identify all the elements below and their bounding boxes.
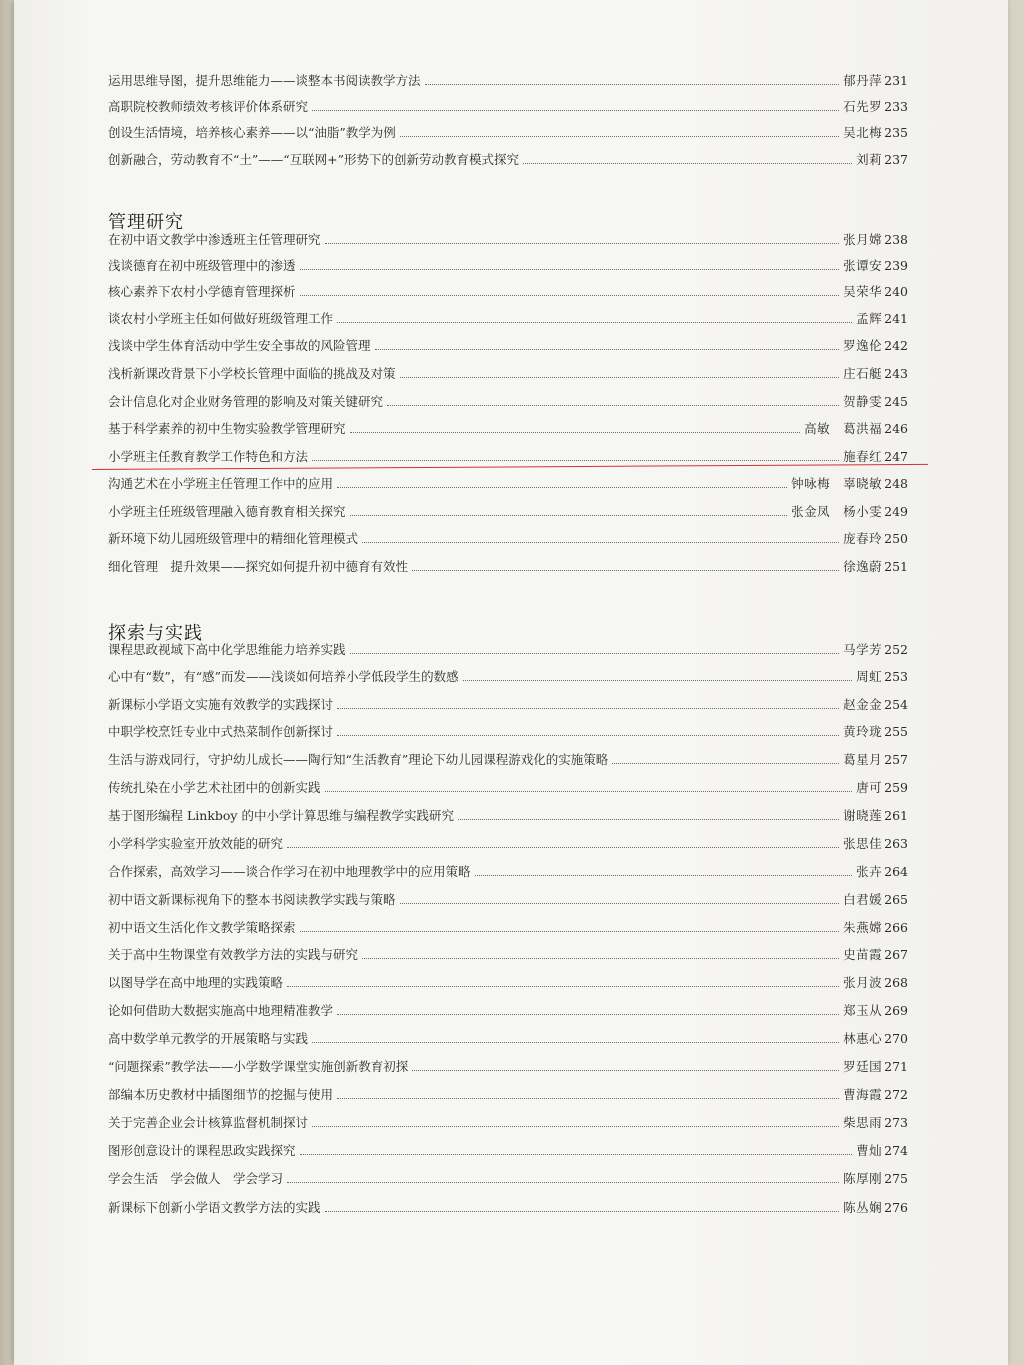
entry-title: 论如何借助大数据实施高中地理精准教学 xyxy=(108,1003,334,1018)
toc-entry[interactable] xyxy=(108,774,908,796)
entry-author: 曹海霞 xyxy=(843,1087,883,1102)
dot-leader xyxy=(523,163,852,164)
entry-author: 孟辉 xyxy=(856,311,883,326)
toc-entry[interactable] xyxy=(108,67,908,89)
entry-title: 课程思政视域下高中化学思维能力培养实践 xyxy=(108,642,346,657)
toc-entry[interactable] xyxy=(108,305,908,327)
entry-page-number: 254 xyxy=(884,697,908,712)
dot-leader xyxy=(312,1042,839,1043)
entry-title: 图形创意设计的课程思政实践探究 xyxy=(108,1143,296,1158)
entry-author: 曹灿 xyxy=(856,1143,883,1158)
dot-leader xyxy=(400,903,840,904)
entry-author: 赵金金 xyxy=(843,697,883,712)
dot-leader xyxy=(337,1014,839,1015)
toc-entry[interactable] xyxy=(108,718,908,740)
entry-title: 中职学校烹饪专业中式热菜制作创新探讨 xyxy=(108,724,334,739)
toc-entry[interactable] xyxy=(108,553,908,575)
entry-title: 谈农村小学班主任如何做好班级管理工作 xyxy=(108,311,334,326)
dot-leader xyxy=(337,487,787,488)
entry-author: 罗廷国 xyxy=(843,1059,883,1074)
entry-author: 张谭安 xyxy=(843,258,883,273)
dot-leader xyxy=(463,680,853,681)
entry-author: 石先罗 xyxy=(843,99,883,114)
entry-title: 关于高中生物课堂有效教学方法的实践与研究 xyxy=(108,947,359,962)
entry-page-number: 251 xyxy=(884,559,908,574)
entry-page-number: 250 xyxy=(884,531,908,546)
entry-author: 周虹 xyxy=(856,669,883,684)
dot-leader xyxy=(312,110,839,111)
dot-leader xyxy=(325,243,840,244)
dot-leader xyxy=(412,570,839,571)
dot-leader xyxy=(350,432,801,433)
entry-author: 葛星月 xyxy=(843,752,883,767)
entry-author: 陈丛娴 xyxy=(843,1200,883,1215)
entry-title: 浅谈中学生体育活动中学生安全事故的风险管理 xyxy=(108,338,371,353)
dot-leader xyxy=(337,1098,839,1099)
dot-leader xyxy=(337,322,852,323)
entry-page-number: 248 xyxy=(884,476,908,491)
entry-page-number: 269 xyxy=(884,1003,908,1018)
entry-title: 运用思维导图，提升思维能力——谈整本书阅读教学方法 xyxy=(108,73,421,88)
toc-entry[interactable] xyxy=(108,663,908,685)
entry-page-number: 243 xyxy=(884,366,908,381)
toc-entry[interactable] xyxy=(108,858,908,880)
entry-title: 浅析新课改背景下小学校长管理中面临的挑战及对策 xyxy=(108,366,396,381)
entry-title: 创设生活情境，培养核心素养——以“油脂”教学为例 xyxy=(108,125,396,140)
entry-author: 张卉 xyxy=(856,864,883,879)
dot-leader xyxy=(387,405,839,406)
entry-page-number: 253 xyxy=(884,669,908,684)
dot-leader xyxy=(300,269,840,270)
entry-page-number: 246 xyxy=(884,421,908,436)
dot-leader xyxy=(350,515,788,516)
toc-entry[interactable] xyxy=(108,969,908,991)
entry-title: 基于图形编程 Linkboy 的中小学计算思维与编程教学实践研究 xyxy=(108,808,454,823)
entry-page-number: 273 xyxy=(884,1115,908,1130)
dot-leader xyxy=(400,136,839,137)
entry-title: 新课标下创新小学语文教学方法的实践 xyxy=(108,1200,321,1215)
entry-page-number: 231 xyxy=(884,73,908,88)
entry-author: 白君媛 xyxy=(843,892,883,907)
entry-page-number: 237 xyxy=(884,152,908,167)
entry-title: 以图导学在高中地理的实践策略 xyxy=(108,975,284,990)
entry-title: 小学科学实验室开放效能的研究 xyxy=(108,836,284,851)
toc-entry[interactable] xyxy=(108,941,908,963)
entry-page-number: 233 xyxy=(884,99,908,114)
toc-entry[interactable] xyxy=(108,1025,908,1047)
dot-leader xyxy=(350,653,840,654)
toc-entry[interactable] xyxy=(108,360,908,382)
dot-leader xyxy=(300,295,840,296)
entry-author: 庄石艇 xyxy=(843,366,883,381)
entry-title: 沟通艺术在小学班主任管理工作中的应用 xyxy=(108,476,334,491)
toc-entry[interactable] xyxy=(108,332,908,354)
toc-entry[interactable] xyxy=(108,470,908,492)
toc-entry[interactable] xyxy=(108,443,908,465)
entry-page-number: 261 xyxy=(884,808,908,823)
entry-title: 会计信息化对企业财务管理的影响及对策关键研究 xyxy=(108,394,384,409)
entry-title: 生活与游戏同行，守护幼儿成长——陶行知“生活教育”理论下幼儿园课程游戏化的实施策略 xyxy=(108,752,609,767)
entry-title: 浅谈德育在初中班级管理中的渗透 xyxy=(108,258,296,273)
toc-entry[interactable] xyxy=(108,1137,908,1159)
entry-title: 初中语文生活化作文教学策略探索 xyxy=(108,920,296,935)
dot-leader xyxy=(375,349,840,350)
entry-title: 细化管理 提升效果——探究如何提升初中德育有效性 xyxy=(108,559,409,574)
entry-page-number: 271 xyxy=(884,1059,908,1074)
toc-entry[interactable] xyxy=(108,830,908,852)
entry-author: 柴思雨 xyxy=(843,1115,883,1130)
toc-entry[interactable] xyxy=(108,802,908,824)
toc-entry[interactable] xyxy=(108,746,908,768)
dot-leader xyxy=(300,1154,853,1155)
toc-entry[interactable] xyxy=(108,388,908,410)
dot-leader xyxy=(458,819,839,820)
entry-page-number: 241 xyxy=(884,311,908,326)
entry-author: 张月嫦 xyxy=(843,232,883,247)
dot-leader xyxy=(412,1070,839,1071)
toc-entry[interactable] xyxy=(108,1053,908,1075)
entry-title: “问题探索”教学法——小学数学课堂实施创新教育初探 xyxy=(108,1059,409,1074)
toc-entry[interactable] xyxy=(108,252,908,274)
toc-entry[interactable] xyxy=(108,636,908,658)
entry-page-number: 238 xyxy=(884,232,908,247)
dot-leader xyxy=(287,847,839,848)
entry-page-number: 255 xyxy=(884,724,908,739)
entry-page-number: 268 xyxy=(884,975,908,990)
entry-author: 罗逸伦 xyxy=(843,338,883,353)
dot-leader xyxy=(287,1182,839,1183)
section-heading: 管理研究 xyxy=(108,212,184,233)
entry-author: 陈厚刚 xyxy=(843,1171,883,1186)
entry-page-number: 249 xyxy=(884,504,908,519)
entry-title: 新环境下幼儿园班级管理中的精细化管理模式 xyxy=(108,531,359,546)
entry-page-number: 265 xyxy=(884,892,908,907)
entry-author: 马学芳 xyxy=(843,642,883,657)
entry-page-number: 276 xyxy=(884,1200,908,1215)
entry-author: 张金凤 杨小雯 xyxy=(791,504,883,519)
dot-leader xyxy=(337,735,839,736)
dot-leader xyxy=(312,460,839,461)
entry-title: 初中语文新课标视角下的整本书阅读教学实践与策略 xyxy=(108,892,396,907)
entry-author: 朱燕嫦 xyxy=(843,920,883,935)
toc-entry[interactable] xyxy=(108,1109,908,1131)
dot-leader xyxy=(300,931,840,932)
dot-leader xyxy=(475,875,853,876)
entry-page-number: 259 xyxy=(884,780,908,795)
toc-entry[interactable] xyxy=(108,1081,908,1103)
entry-author: 张月波 xyxy=(843,975,883,990)
entry-page-number: 242 xyxy=(884,338,908,353)
toc-entry[interactable] xyxy=(108,278,908,300)
entry-title: 关于完善企业会计核算监督机制探讨 xyxy=(108,1115,309,1130)
entry-page-number: 267 xyxy=(884,947,908,962)
dot-leader xyxy=(362,958,839,959)
entry-title: 高职院校教师绩效考核评价体系研究 xyxy=(108,99,309,114)
entry-author: 唐可 xyxy=(856,780,883,795)
dot-leader xyxy=(337,708,839,709)
entry-title: 基于科学素养的初中生物实验教学管理研究 xyxy=(108,421,346,436)
section-heading: 探索与实践 xyxy=(108,623,203,644)
entry-title: 部编本历史教材中插图细节的挖掘与使用 xyxy=(108,1087,334,1102)
entry-author: 吴荣华 xyxy=(843,284,883,299)
toc-entry[interactable] xyxy=(108,226,908,248)
entry-title: 学会生活 学会做人 学会学习 xyxy=(108,1171,284,1186)
toc-entry[interactable] xyxy=(108,415,908,437)
entry-author: 史苗霞 xyxy=(843,947,883,962)
entry-author: 林惠心 xyxy=(843,1031,883,1046)
entry-author: 黄玲珑 xyxy=(843,724,883,739)
entry-title: 核心素养下农村小学德育管理探析 xyxy=(108,284,296,299)
book-spine-edge xyxy=(0,0,14,1365)
entry-author: 吴北梅 xyxy=(843,125,883,140)
toc-entry[interactable] xyxy=(108,914,908,936)
toc-entry[interactable] xyxy=(108,525,908,547)
dot-leader xyxy=(312,1126,839,1127)
entry-page-number: 247 xyxy=(884,449,908,464)
entry-title: 新课标小学语文实施有效教学的实践探讨 xyxy=(108,697,334,712)
entry-author: 高敏 葛洪福 xyxy=(804,421,883,436)
entry-author: 庞春玲 xyxy=(843,531,883,546)
entry-title: 在初中语文教学中渗透班主任管理研究 xyxy=(108,232,321,247)
entry-title: 小学班主任班级管理融入德育教育相关探究 xyxy=(108,504,346,519)
entry-title: 合作探索，高效学习——谈合作学习在初中地理教学中的应用策略 xyxy=(108,864,471,879)
entry-page-number: 240 xyxy=(884,284,908,299)
entry-page-number: 274 xyxy=(884,1143,908,1158)
toc-entry[interactable] xyxy=(108,146,908,168)
dot-leader xyxy=(400,377,840,378)
entry-author: 贺静雯 xyxy=(843,394,883,409)
entry-title: 传统扎染在小学艺术社团中的创新实践 xyxy=(108,780,321,795)
entry-author: 施春红 xyxy=(843,449,883,464)
entry-author: 郑玉从 xyxy=(843,1003,883,1018)
toc-entry[interactable] xyxy=(108,1194,908,1216)
entry-author: 刘莉 xyxy=(856,152,883,167)
dot-leader xyxy=(362,542,839,543)
entry-author: 谢晓莲 xyxy=(843,808,883,823)
dot-leader xyxy=(325,1211,840,1212)
entry-title: 心中有“数”，有“感”而发——浅谈如何培养小学低段学生的数感 xyxy=(108,669,459,684)
entry-page-number: 235 xyxy=(884,125,908,140)
dot-leader xyxy=(287,986,839,987)
toc-entry[interactable] xyxy=(108,997,908,1019)
dot-leader xyxy=(425,84,840,85)
entry-page-number: 245 xyxy=(884,394,908,409)
dot-leader xyxy=(612,763,839,764)
entry-page-number: 257 xyxy=(884,752,908,767)
entry-page-number: 266 xyxy=(884,920,908,935)
entry-title: 高中数学单元教学的开展策略与实践 xyxy=(108,1031,309,1046)
toc-entry[interactable] xyxy=(108,119,908,141)
entry-author: 张思佳 xyxy=(843,836,883,851)
entry-page-number: 263 xyxy=(884,836,908,851)
entry-author: 钟咏梅 辜晓敏 xyxy=(791,476,883,491)
entry-page-number: 264 xyxy=(884,864,908,879)
entry-author: 郁丹萍 xyxy=(843,73,883,88)
entry-page-number: 270 xyxy=(884,1031,908,1046)
entry-page-number: 252 xyxy=(884,642,908,657)
entry-author: 徐逸蔚 xyxy=(843,559,883,574)
toc-entry[interactable] xyxy=(108,498,908,520)
toc-entry[interactable] xyxy=(108,691,908,713)
toc-entry[interactable] xyxy=(108,886,908,908)
toc-entry[interactable] xyxy=(108,1165,908,1187)
entry-page-number: 239 xyxy=(884,258,908,273)
dot-leader xyxy=(325,791,853,792)
entry-page-number: 272 xyxy=(884,1087,908,1102)
toc-entry[interactable] xyxy=(108,93,908,115)
entry-title: 创新融合，劳动教育不“土”——“互联网+”形势下的创新劳动教育模式探究 xyxy=(108,152,520,167)
entry-page-number: 275 xyxy=(884,1171,908,1186)
entry-title: 小学班主任教育教学工作特色和方法 xyxy=(108,449,309,464)
